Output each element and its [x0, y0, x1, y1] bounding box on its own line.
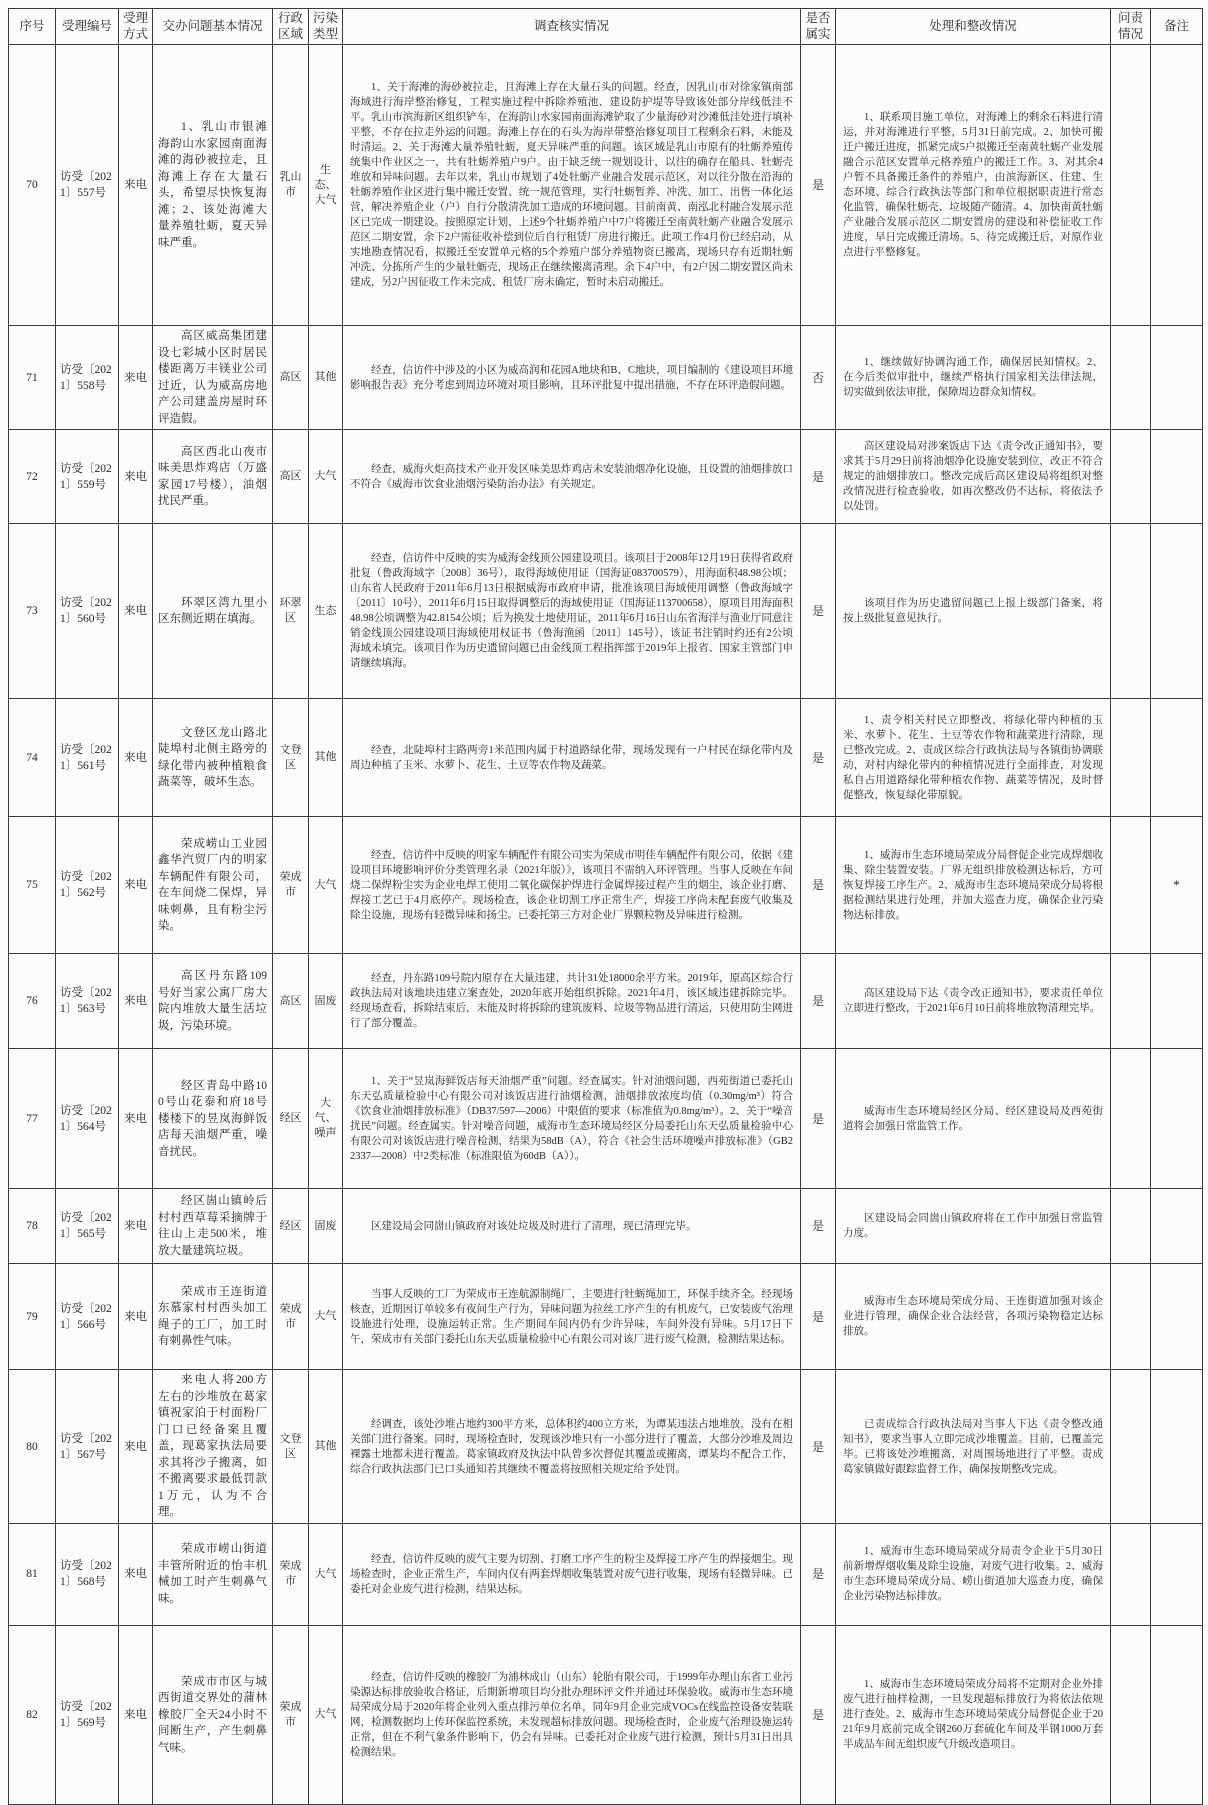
table-row	[9, 699, 1203, 817]
column-header: 处理和整改情况	[836, 9, 1111, 45]
accept-method-cell: 来电	[119, 817, 153, 954]
pollution-type-cell: 大气、噪声	[309, 1049, 343, 1189]
region-cell: 乳山市	[273, 45, 309, 326]
remark-cell	[1151, 1189, 1203, 1264]
seq-cell: 77	[9, 1049, 56, 1189]
handling-cell: 已责成综合行政执法局对当事人下达《责令整改通知书》，要求当事人立即完成沙堆覆盖。目前，已覆盖完毕。已将该处沙堆搬离，对周围场地进行了平整。责成葛家镇做好跟踪监督工作，确保按期整改完成。	[836, 1370, 1111, 1524]
accept-method-cell: 来电	[119, 699, 153, 817]
column-header: 污染类型	[309, 9, 343, 45]
case-number-cell: 访受〔2021〕558号	[56, 326, 119, 430]
accountability-cell	[1111, 1370, 1151, 1524]
accountability-cell	[1111, 954, 1151, 1049]
remark-cell	[1151, 524, 1203, 699]
problem-description-cell: 荣成崂山工业园鑫华汽贸厂内的明家车辆配件有限公司，在车间烧二保焊，异味刺鼻，且有粉尘污染。	[153, 817, 273, 954]
seq-cell: 76	[9, 954, 56, 1049]
pollution-type-cell: 大气	[309, 1264, 343, 1370]
pollution-type-cell: 生态	[309, 524, 343, 699]
accept-method-cell: 来电	[119, 1625, 153, 1804]
region-cell: 文登区	[273, 1370, 309, 1524]
region-cell: 荣成市	[273, 1264, 309, 1370]
remark-cell	[1151, 954, 1203, 1049]
pollution-type-cell: 其他	[309, 699, 343, 817]
seq-cell: 79	[9, 1264, 56, 1370]
remark-cell	[1151, 1625, 1203, 1804]
accountability-cell	[1111, 1625, 1151, 1804]
investigation-cell: 1、关于海滩的海砂被拉走，且海滩上存在大量石头的问题。经查，因乳山市对徐家镇南部海域进行海岸整治修复，工程实施过程中拆除养殖池、建设防护堤等导致该处部分岸线低洼不平。乳山市滨海新区组织铲车，在海韵山水家园南面海滩铲取了少量海砂对沙滩低洼处进行填补平整，不存在拉走外运的问题。海滩上存在的石头为海岸带整治修复项目工程剩余石料，未能及时清运。2、关于海滩大量养殖牡蛎，夏天异味严重的问题。该区域是乳山市原有的牡蛎养殖传统集中作业区之一，共有牡蛎养殖户9户。由于缺乏统一规划设计，以往的确存在船具、牡蛎壳堆放和异味问题。去年以来，乳山市规划了4处牡蛎产业融合发展示范区，对以往分散在沿海的牡蛎养殖作业区进行集中搬迁安置、统一规范管理，实行牡蛎暂养、冲洗、加工、出售一体化运营，解决养殖企业（户）自行分散清洗加工造成的环境问题。目前南黄、南泓北村融合发展示范区已完成一期建设。按照原定计划，上述9个牡蛎养殖户中7户将搬迁至南黄牡蛎产业融合发展示范区二期安置，余下2户需征收补偿到位后自行租赁厂房进行搬迁。此项工作4月份已经启动，从实地勘查情况看，拟搬迁至安置单元格的5个养殖户部分养殖物资已搬离，现场只存有近期牡蛎冲洗、分拣所产生的少量牡蛎壳，现场正在继续搬离清理。余下4户中，有2户因二期安置区尚未建成，另2户因征收工作未完成、租赁厂房未确定，暂时未启动搬迁。	[343, 45, 801, 326]
accountability-cell	[1111, 524, 1151, 699]
verified-cell: 是	[801, 430, 836, 524]
handling-cell: 威海市生态环境局荣成分局、王连街道加强对该企业进行管理，确保企业合法经营，各项污染物稳定达标排放。	[836, 1264, 1111, 1370]
problem-description-cell: 文登区龙山路北陡埠村北侧主路旁的绿化带内被种植粮食蔬菜等，破坏生态。	[153, 699, 273, 817]
handling-cell: 1、威海市生态环境局荣成分局将不定期对企业外排废气进行抽样检测，一旦发现超标排放行为将依法依规进行查处。2、威海市生态环境局荣成分局督促企业于2021年9月底前完成全钢260万套硫化车间及半钢1000万套半成品车间无组织废气升级改造项目。	[836, 1625, 1111, 1804]
investigation-cell: 经查，丹东路109号院内原存在大量违建，共计31处18000余平方米。2019年，原高区综合行政执法局对该地块违建立案查处，2020年底开始组织拆除。2021年4月，该区域违建拆除完毕。经现场查看，拆除结束后，未能及时将拆除的建筑废料、垃圾等物品进行清运，只使用防尘网进行了部分覆盖。	[343, 954, 801, 1049]
accountability-cell	[1111, 45, 1151, 326]
seq-cell: 80	[9, 1370, 56, 1524]
table-body	[9, 45, 1203, 1805]
table-row	[9, 524, 1203, 699]
investigation-cell: 经查，威海火炬高技术产业开发区味美思炸鸡店未安装油烟净化设施，且设置的油烟排放口不符合《威海市饮食业油烟污染防治办法》有关规定。	[343, 430, 801, 524]
remark-cell	[1151, 1264, 1203, 1370]
remark-cell	[1151, 430, 1203, 524]
accountability-cell	[1111, 1523, 1151, 1625]
seq-cell: 74	[9, 699, 56, 817]
seq-cell: 70	[9, 45, 56, 326]
case-number-cell: 访受〔2021〕563号	[56, 954, 119, 1049]
accept-method-cell: 来电	[119, 326, 153, 430]
verified-cell: 是	[801, 1625, 836, 1804]
accept-method-cell: 来电	[119, 45, 153, 326]
remark-cell	[1151, 45, 1203, 326]
pollution-type-cell: 大气	[309, 817, 343, 954]
accountability-cell	[1111, 430, 1151, 524]
remark-cell: *	[1151, 817, 1203, 954]
column-header: 交办问题基本情况	[153, 9, 273, 45]
handling-cell: 威海市生态环境局经区分局、经区建设局及西苑街道将会加强日常监管工作。	[836, 1049, 1111, 1189]
region-cell: 高区	[273, 430, 309, 524]
table-row	[9, 1189, 1203, 1264]
investigation-cell: 区建设局会同崮山镇政府对该处垃圾及时进行了清理，现已清理完毕。	[343, 1189, 801, 1264]
seq-cell: 75	[9, 817, 56, 954]
seq-cell: 78	[9, 1189, 56, 1264]
handling-cell: 区建设局会同崮山镇政府将在工作中加强日常监管力度。	[836, 1189, 1111, 1264]
case-number-cell: 访受〔2021〕568号	[56, 1523, 119, 1625]
document-sheet	[8, 8, 1202, 1805]
seq-cell: 81	[9, 1523, 56, 1625]
problem-description-cell: 荣成市市区与城西街道交界处的蒲林橡胶厂全天24小时不间断生产，产生刺鼻气味。	[153, 1625, 273, 1804]
problem-description-cell: 高区丹东路109号好当家公寓厂房大院内堆放大量生活垃圾，污染环境。	[153, 954, 273, 1049]
accept-method-cell: 来电	[119, 524, 153, 699]
verified-cell: 是	[801, 1370, 836, 1524]
accept-method-cell: 来电	[119, 1370, 153, 1524]
problem-description-cell: 1、乳山市银滩海韵山水家园南面海滩的海砂被拉走，且海滩上存在大量石头，希望尽快恢复海滩；2、该处海滩大量养殖牡蛎，夏天异味严重。	[153, 45, 273, 326]
accountability-cell	[1111, 326, 1151, 430]
problem-description-cell: 高区西北山夜市味美思炸鸡店（万盛家园17号楼），油烟扰民严重。	[153, 430, 273, 524]
region-cell: 高区	[273, 954, 309, 1049]
verified-cell: 是	[801, 45, 836, 326]
table-row	[9, 1523, 1203, 1625]
remark-cell	[1151, 1523, 1203, 1625]
investigation-cell: 经查，信访件中反映的明家车辆配件有限公司实为荣成市明佳车辆配件有限公司，依据《建设项目环境影响评价分类管理名录（2021年版）》，该项目不需纳入环评管理。当事人反映在车间烧二保焊粉尘实为企业电焊工使用二氧化碳保护焊进行金属焊接过程产生的烟尘，该企业打磨、焊接工艺已于4月底停产。现场检查，该企业切割工序正常生产，焊接工序尚未配套废气收集及除尘设施，现场有轻微异味和扬尘。已委托第三方对企业厂界颗粒物及异味进行检测。	[343, 817, 801, 954]
column-header: 受理编号	[56, 9, 119, 45]
problem-description-cell: 荣成市王连街道东慕家村村西头加工绳子的工厂，加工时有刺鼻性气味。	[153, 1264, 273, 1370]
verified-cell: 是	[801, 1049, 836, 1189]
region-cell: 经区	[273, 1049, 309, 1189]
complaint-handling-table	[8, 8, 1203, 1805]
investigation-cell: 经查，北陡埠村主路两旁1米范围内属于村道路绿化带，现场发现有一户村民在绿化带内及周边种植了玉米、水萝卜、花生、土豆等农作物及蔬菜。	[343, 699, 801, 817]
case-number-cell: 访受〔2021〕566号	[56, 1264, 119, 1370]
column-header: 调查核实情况	[343, 9, 801, 45]
column-header: 受理方式	[119, 9, 153, 45]
verified-cell: 是	[801, 817, 836, 954]
seq-cell: 72	[9, 430, 56, 524]
verified-cell: 是	[801, 524, 836, 699]
handling-cell: 1、威海市生态环境局荣成分局责令企业于5月30日前新增焊烟收集及除尘设施，对废气进行收集。2、威海市生态环境局荣成分局、崂山街道加大巡查力度，确保企业污染物达标排放。	[836, 1523, 1111, 1625]
handling-cell: 该项目作为历史遗留问题已上报上级部门备案，将按上级批复意见执行。	[836, 524, 1111, 699]
accept-method-cell: 来电	[119, 1264, 153, 1370]
header-row	[9, 9, 1203, 45]
accountability-cell	[1111, 1264, 1151, 1370]
accept-method-cell: 来电	[119, 1049, 153, 1189]
accountability-cell	[1111, 699, 1151, 817]
region-cell: 荣成市	[273, 1523, 309, 1625]
case-number-cell: 访受〔2021〕565号	[56, 1189, 119, 1264]
investigation-cell: 经查，信访件中反映的实为威海金线顶公园建设项目。该项目于2008年12月19日获得省政府批复（鲁政海域字〔2008〕36号），取得海域使用证（国海证083700579），用海面积48.98公顷；山东省人民政府于2011年6月13日根据威海市政府申请，批准该项目海域使用调整（鲁政海域字〔2011〕10号），2011年6月15日取得调整后的海域使用证（国海证113700658），原项目用海面积48.98公顷调整为42.8154公顷；后为换发土地使用证，2011年6月16日山东省海洋与渔业厅同意注销金线顶公园建设项目海域使用权证书（鲁海渔函〔2011〕145号），该证书注销时约还有2公顷海域未填完。该项目作为历史遗留问题已由金线顶工程指挥部于2019年上报省、国家主管部门申请继续填海。	[343, 524, 801, 699]
seq-cell: 71	[9, 326, 56, 430]
pollution-type-cell: 大气	[309, 1523, 343, 1625]
column-header: 备注	[1151, 9, 1203, 45]
case-number-cell: 访受〔2021〕561号	[56, 699, 119, 817]
region-cell: 荣成市	[273, 1625, 309, 1804]
case-number-cell: 访受〔2021〕557号	[56, 45, 119, 326]
accept-method-cell: 来电	[119, 1523, 153, 1625]
accountability-cell	[1111, 817, 1151, 954]
region-cell: 高区	[273, 326, 309, 430]
accept-method-cell: 来电	[119, 954, 153, 1049]
remark-cell	[1151, 1370, 1203, 1524]
table-row	[9, 45, 1203, 326]
problem-description-cell: 荣成市崂山街道丰管所附近的怡丰机械加工时产生刺鼻气味。	[153, 1523, 273, 1625]
accountability-cell	[1111, 1049, 1151, 1189]
handling-cell: 1、继续做好协调沟通工作，确保居民知情权。2、在今后类似审批中，继续严格执行国家相关法律法规，切实做到依法审批，保障周边群众知情权。	[836, 326, 1111, 430]
verified-cell: 否	[801, 326, 836, 430]
investigation-cell: 经查，信访件中涉及的小区为威高润和花园A地块和B、C地块，项目编制的《建设项目环境影响报告表》充分考虑到周边环境对项目影响，且环评批复中提出措施，不存在环评造假问题。	[343, 326, 801, 430]
table-row	[9, 954, 1203, 1049]
region-cell: 经区	[273, 1189, 309, 1264]
verified-cell: 是	[801, 954, 836, 1049]
seq-cell: 82	[9, 1625, 56, 1804]
problem-description-cell: 来电人将200方左右的沙堆放在葛家镇祝家泊于村面粉厂门口已经备案且覆盖，现葛家执法局要求其将沙子搬离，如不搬离要求最低罚款1万元，认为不合理。	[153, 1370, 273, 1524]
pollution-type-cell: 其他	[309, 1370, 343, 1524]
table-row	[9, 1049, 1203, 1189]
case-number-cell: 访受〔2021〕569号	[56, 1625, 119, 1804]
verified-cell: 是	[801, 1189, 836, 1264]
investigation-cell: 经查，信访件反映的橡胶厂为浦林成山（山东）轮胎有限公司，于1999年办理山东省工业污染源达标排放验收合格证，后期新增项目均分批办理环评文件并通过环保验收。威海市生态环境局荣成分局于2020年将企业列入重点排污单位名单，同年9月企业完成VOCs在线监控设备安装联网，检测数据均上传环保监控系统，未发现超标排放问题。现场检查时，企业废气治理设施运转正常，但在不利气象条件影响下，仍会有异味。已委托对企业废气进行检测，预计5月31日出具检测结果。	[343, 1625, 801, 1804]
problem-description-cell: 经区青岛中路100号山花泰和府18号楼楼下的昱岚海鲜饭店每天油烟严重，噪音扰民。	[153, 1049, 273, 1189]
accept-method-cell: 来电	[119, 430, 153, 524]
table-row	[9, 326, 1203, 430]
remark-cell	[1151, 326, 1203, 430]
problem-description-cell: 经区崮山镇岭后村村西草莓采摘牌于往山上走500米，堆放大量建筑垃圾。	[153, 1189, 273, 1264]
verified-cell: 是	[801, 699, 836, 817]
handling-cell: 1、联系项目施工单位，对海滩上的剩余石料进行清运，并对海滩进行平整，5月31日前完成。2、加快可搬迁户搬迁进度，抓紧完成5户拟搬迁至南黄牡蛎产业发展融合示范区安置单元格养殖户的搬迁工作。3、对其余4户暂不具备搬迁条件的养殖户，由滨海新区、住建、生态环境、综合行政执法等部门和单位根据职责进行常态化监管，确保牡蛎壳、垃圾随产随清。4、加快南黄牡蛎产业融合发展示范区二期安置房的建设和补偿征收工作进度，早日完成搬迁清场。5、待完成搬迁后，对原作业点进行平整修复。	[836, 45, 1111, 326]
case-number-cell: 访受〔2021〕562号	[56, 817, 119, 954]
case-number-cell: 访受〔2021〕559号	[56, 430, 119, 524]
pollution-type-cell: 大气	[309, 1625, 343, 1804]
region-cell: 荣成市	[273, 817, 309, 954]
problem-description-cell: 环翠区湾九里小区东侧近期在填海。	[153, 524, 273, 699]
accept-method-cell: 来电	[119, 1189, 153, 1264]
pollution-type-cell: 生态、大气	[309, 45, 343, 326]
column-header: 问责情况	[1111, 9, 1151, 45]
handling-cell: 高区建设局对涉案饭店下达《责令改正通知书》，要求其于5月29日前将油烟净化设施安装到位，改正不符合规定的油烟排放口。整改完成后高区建设局将组织对整改情况进行检查验收，如再次整改仍不达标，将依法予以处罚。	[836, 430, 1111, 524]
investigation-cell: 经查，信访件反映的废气主要为切割、打磨工序产生的粉尘及焊接工序产生的焊接烟尘。现场检查时，企业正常生产，车间内仅有两套焊烟收集装置对废气进行收集，现场有轻微异味。已委托对企业废气进行检测，结果达标。	[343, 1523, 801, 1625]
region-cell: 文登区	[273, 699, 309, 817]
column-header: 序号	[9, 9, 56, 45]
pollution-type-cell: 固废	[309, 1189, 343, 1264]
table-row	[9, 1625, 1203, 1804]
table-header-row	[9, 9, 1203, 45]
investigation-cell: 经调查，该处沙堆占地约300平方米，总体积约400立方米，为谭某违法占地堆放，没有在相关部门进行备案。同时，现场检查时，发现该沙堆只有一小部分进行了覆盖，大部分沙堆及周边裸露土地都未进行覆盖。葛家镇政府及执法中队曾多次督促其覆盖或搬离，谭某均不配合工作，综合行政执法部门已口头通知若其继续不覆盖将按照相关规定给予处罚。	[343, 1370, 801, 1524]
accountability-cell	[1111, 1189, 1151, 1264]
handling-cell: 1、威海市生态环境局荣成分局督促企业完成焊烟收集、除尘装置安装。厂界无组织排放检测达标后，方可恢复焊接工序生产。2、威海市生态环境局荣成分局将根据检测结果进行处理，并加大巡查力度，确保企业污染物达标排放。	[836, 817, 1111, 954]
problem-description-cell: 高区威高集团建设七彩城小区时居民楼距离万丰镁业公司过近，认为威高房地产公司建盖房屋时环评造假。	[153, 326, 273, 430]
table-row	[9, 817, 1203, 954]
seq-cell: 73	[9, 524, 56, 699]
case-number-cell: 访受〔2021〕564号	[56, 1049, 119, 1189]
handling-cell: 1、责令相关村民立即整改，将绿化带内种植的玉米、水萝卜、花生、土豆等农作物和蔬菜进行清除，现已整改完成。2、责成区综合行政执法局与各镇街协调联动，对村内绿化带内的种植情况进行全面排查，对发现私自占用道路绿化带种植农作物、蔬菜等情况，及时督促整改，恢复绿化带原貌。	[836, 699, 1111, 817]
table-row	[9, 1370, 1203, 1524]
investigation-cell: 当事人反映的工厂为荣成市王连航源制绳厂，主要进行牡蛎绳加工，环保手续齐全。经现场核查，近期因订单较多有夜间生产行为，异味问题为拉丝工序产生的有机废气，已安装废气治理设施进行处理，设施运转正常。生产期间车间内仍有少许异味，车间外没有异味。5月17日下午，荣成市有关部门委托山东天弘质量检验中心有限公司对该厂进行废气检测，检测结果达标。	[343, 1264, 801, 1370]
case-number-cell: 访受〔2021〕560号	[56, 524, 119, 699]
region-cell: 环翠区	[273, 524, 309, 699]
table-row	[9, 1264, 1203, 1370]
column-header: 是否属实	[801, 9, 836, 45]
remark-cell	[1151, 1049, 1203, 1189]
verified-cell: 是	[801, 1523, 836, 1625]
investigation-cell: 1、关于“昱岚海鲜饭店每天油烟严重”问题。经查属实。针对油烟问题，西苑街道已委托山东天弘质量检验中心有限公司对该饭店进行油烟检测，油烟排放浓度均值（0.30mg/m³）符合《饮食业油烟排放标准》（DB37/597—2006）中限值的要求（标准值为0.8mg/m³）。2、关于“噪音扰民”问题。经查属实。针对噪音问题，威海市生态环境局经区分局委托山东天弘质量检验中心有限公司对该饭店进行噪音检测，结果为58dB（A），符合《社会生活环境噪声排放标准》（GB22337—2008）中2类标准（标准限值为60dB（A））。	[343, 1049, 801, 1189]
pollution-type-cell: 固废	[309, 954, 343, 1049]
pollution-type-cell: 大气	[309, 430, 343, 524]
handling-cell: 高区建设局下达《责令改正通知书》，要求责任单位立即进行整改，于2021年6月10日前将堆放物清理完毕。	[836, 954, 1111, 1049]
column-header: 行政区域	[273, 9, 309, 45]
verified-cell: 是	[801, 1264, 836, 1370]
case-number-cell: 访受〔2021〕567号	[56, 1370, 119, 1524]
table-row	[9, 430, 1203, 524]
pollution-type-cell: 其他	[309, 326, 343, 430]
remark-cell	[1151, 699, 1203, 817]
